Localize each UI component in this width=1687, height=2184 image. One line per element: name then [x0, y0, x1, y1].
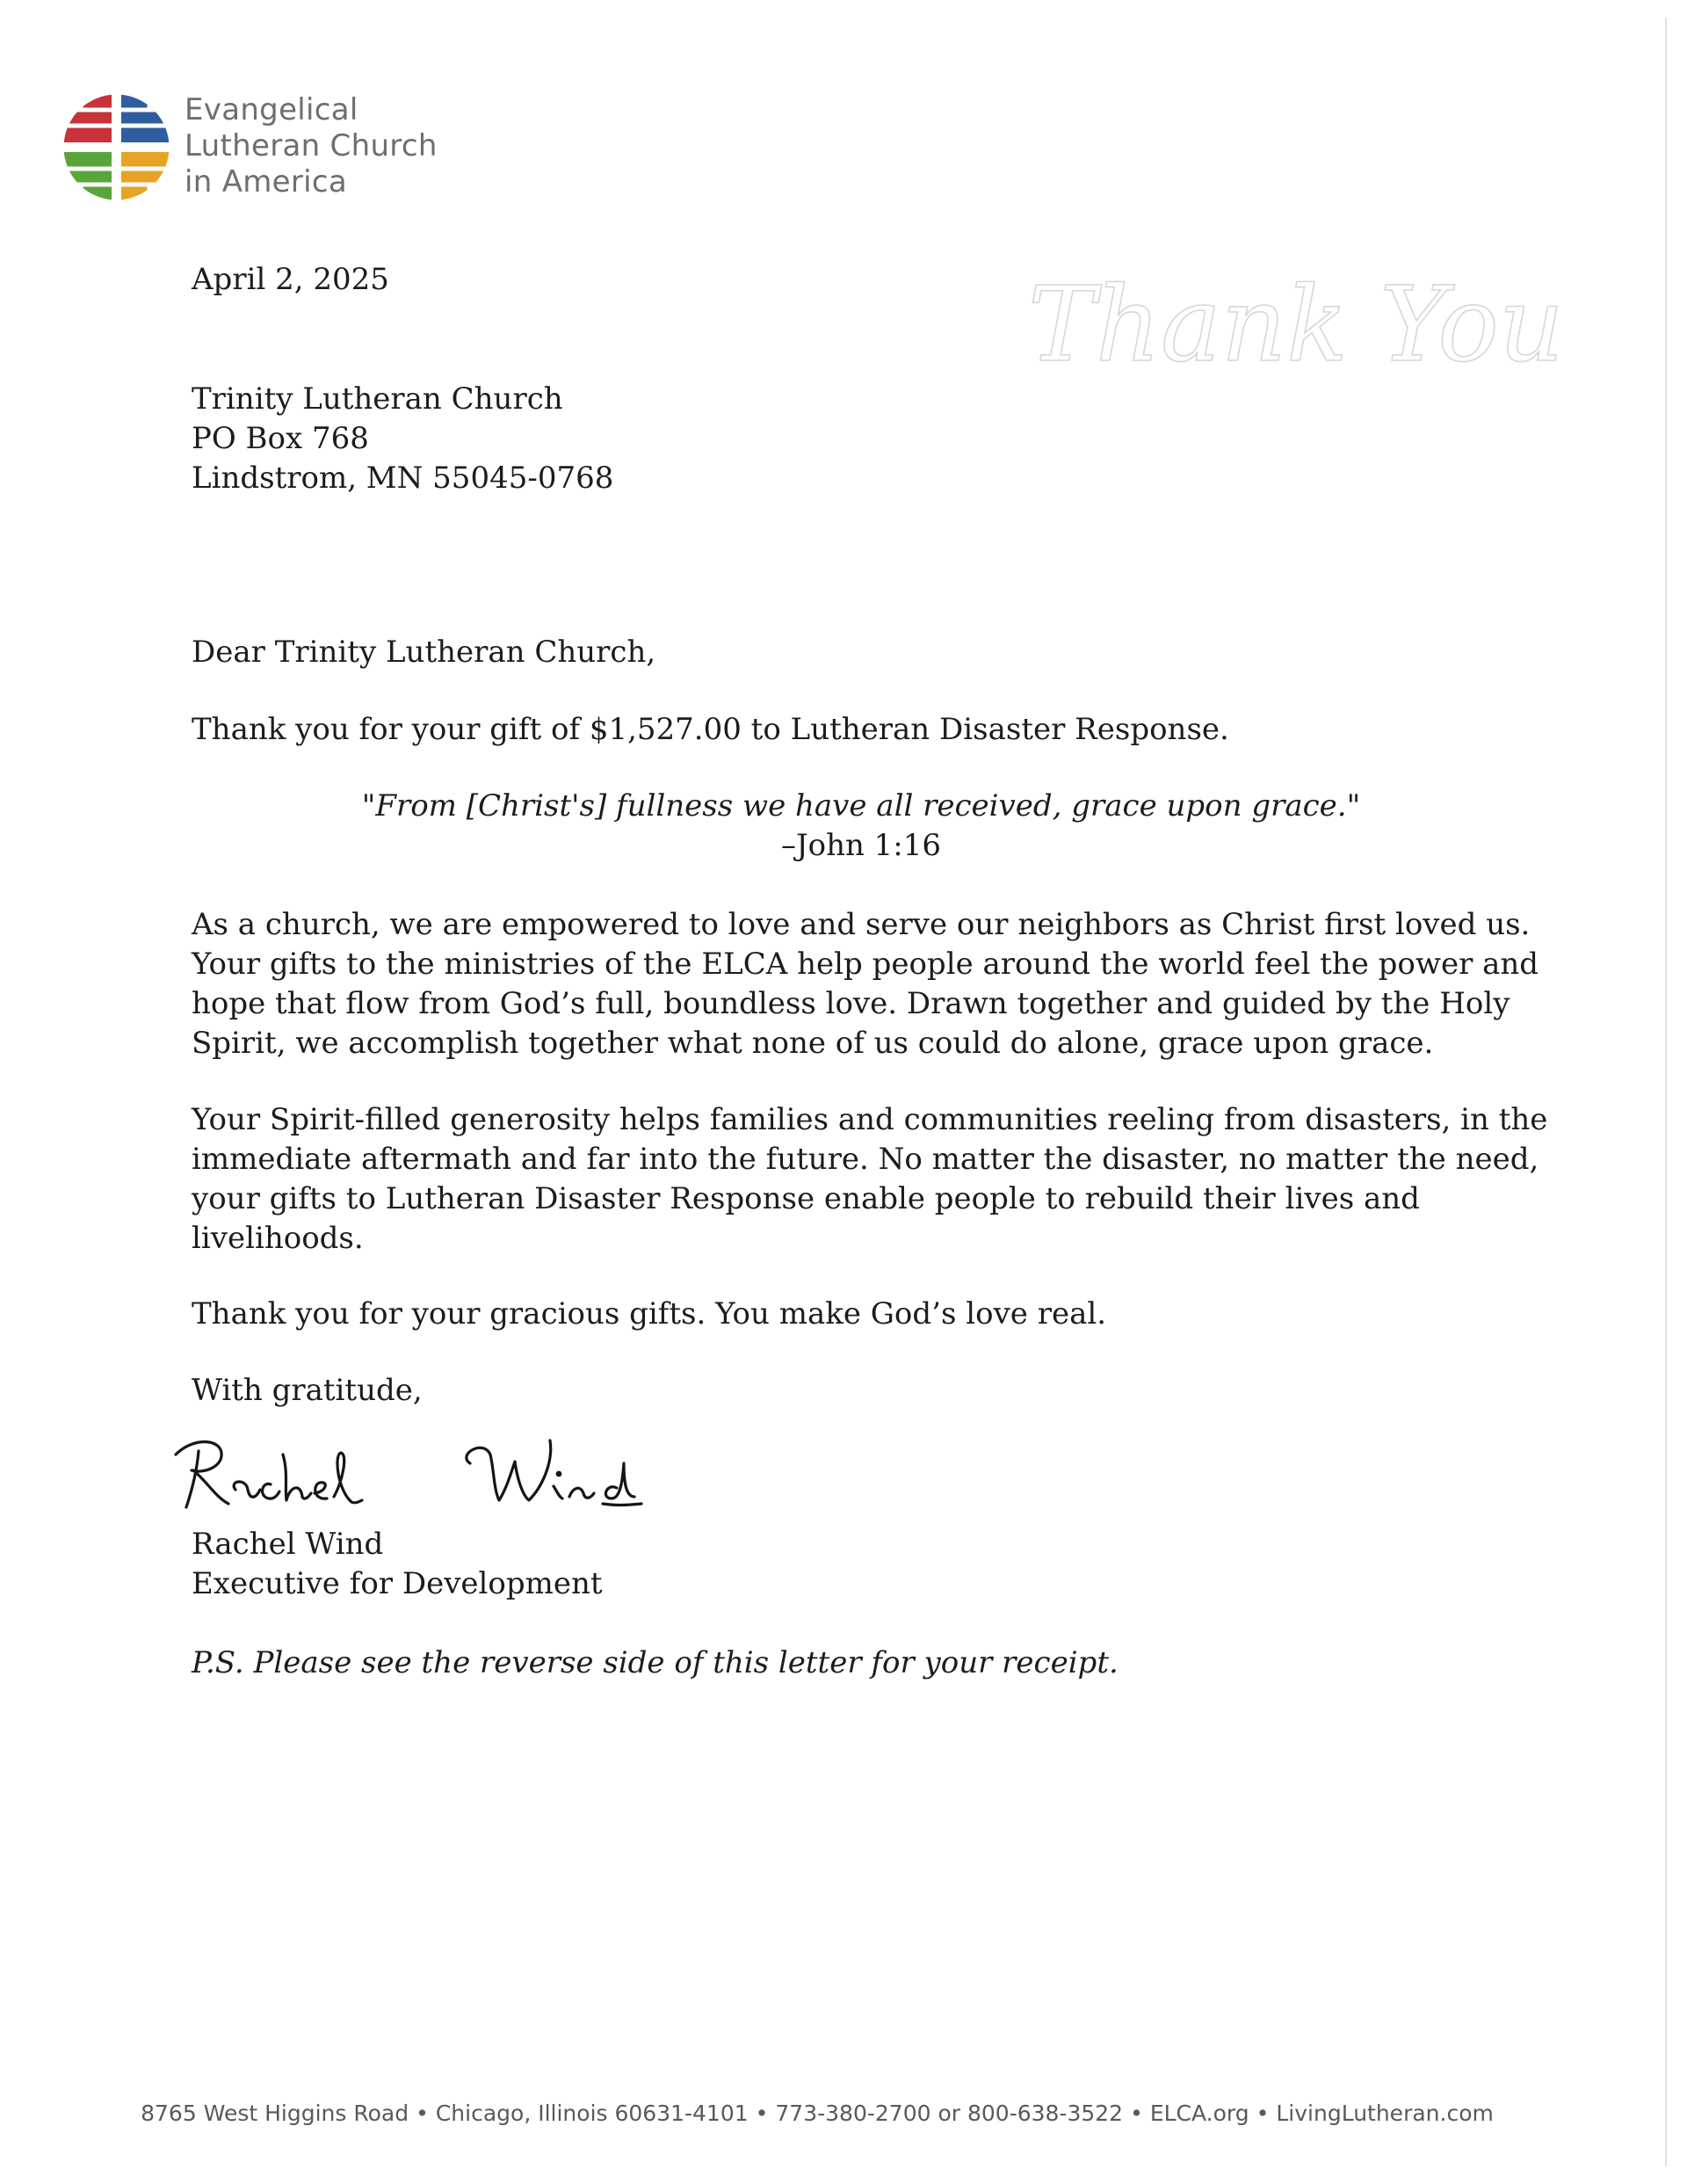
elca-cross-logo-icon [62, 92, 171, 202]
org-name-line-1: Evangelical [185, 92, 358, 127]
bible-quote [0, 787, 1687, 866]
elca-logo [62, 92, 457, 207]
address-line-2: PO Box 768 [192, 421, 369, 456]
footer-phone: 773-380-2700 or 800-638-3522 [775, 2101, 1124, 2126]
address-line-1: Trinity Lutheran Church [192, 381, 563, 417]
org-name [185, 92, 438, 200]
quote-reference: –John 1:16 [780, 828, 942, 863]
footer-website-living-lutheran[interactable]: LivingLutheran.com [1276, 2101, 1494, 2126]
closing: With gratitude, [192, 1373, 423, 1408]
footer-city: Chicago, Illinois 60631-4101 [435, 2101, 749, 2126]
signer-block [192, 1525, 603, 1604]
letter-date: April 2, 2025 [192, 262, 389, 297]
paragraph-3: Thank you for your gracious gifts. You make God’s love real. [192, 1296, 1107, 1331]
salutation: Dear Trinity Lutheran Church, [192, 635, 656, 670]
org-name-line-2: Lutheran Church [185, 128, 438, 163]
quote-text: "From [Christ's] fullness we have all received, grace upon grace." [361, 788, 1361, 824]
thank-you-watermark [1019, 250, 1582, 409]
footer-separator: • [1256, 2101, 1270, 2126]
paragraph-2-line: livelihoods. [192, 1221, 364, 1256]
footer-address: 8765 West Higgins Road [141, 2101, 409, 2126]
paragraph-1 [192, 905, 1539, 1063]
paragraph-2-line: immediate aftermath and far into the future. No matter the disaster, no matter the need, [192, 1142, 1539, 1177]
signer-title: Executive for Development [192, 1566, 603, 1601]
page-edge [1665, 18, 1667, 2166]
paragraph-1-line: Spirit, we accomplish together what none of us could do alone, grace upon grace. [192, 1026, 1434, 1061]
recipient-address [192, 380, 613, 498]
intro-sentence: Thank you for your gift of $1,527.00 to Lutheran Disaster Response. [192, 712, 1229, 747]
signer-name: Rachel Wind [192, 1527, 384, 1562]
paragraph-1-line: Your gifts to the ministries of the ELCA help people around the world feel the power and [192, 947, 1539, 982]
footer-contact [0, 2101, 1634, 2126]
paragraph-2-line: Your Spirit-filled generosity helps families and communities reeling from disasters, in the [192, 1102, 1548, 1137]
paragraph-1-line: hope that flow from God’s full, boundless love. Drawn together and guided by the Holy [192, 986, 1510, 1021]
watermark-text: Thank You [1028, 264, 1564, 385]
handwritten-signature [167, 1419, 729, 1520]
footer-separator: • [755, 2101, 769, 2126]
paragraph-2-line: your gifts to Lutheran Disaster Response enable people to rebuild their lives and [192, 1181, 1420, 1216]
footer-separator: • [416, 2101, 429, 2126]
paragraph-2 [192, 1100, 1547, 1259]
org-name-line-3: in America [185, 164, 348, 200]
postscript: P.S. Please see the reverse side of this letter for your receipt. [192, 1645, 1119, 1680]
footer-separator: • [1130, 2101, 1143, 2126]
footer-website-elca[interactable]: ELCA.org [1149, 2101, 1249, 2126]
address-line-3: Lindstrom, MN 55045-0768 [192, 461, 614, 496]
paragraph-1-line: As a church, we are empowered to love and serve our neighbors as Christ first loved us. [192, 907, 1531, 942]
